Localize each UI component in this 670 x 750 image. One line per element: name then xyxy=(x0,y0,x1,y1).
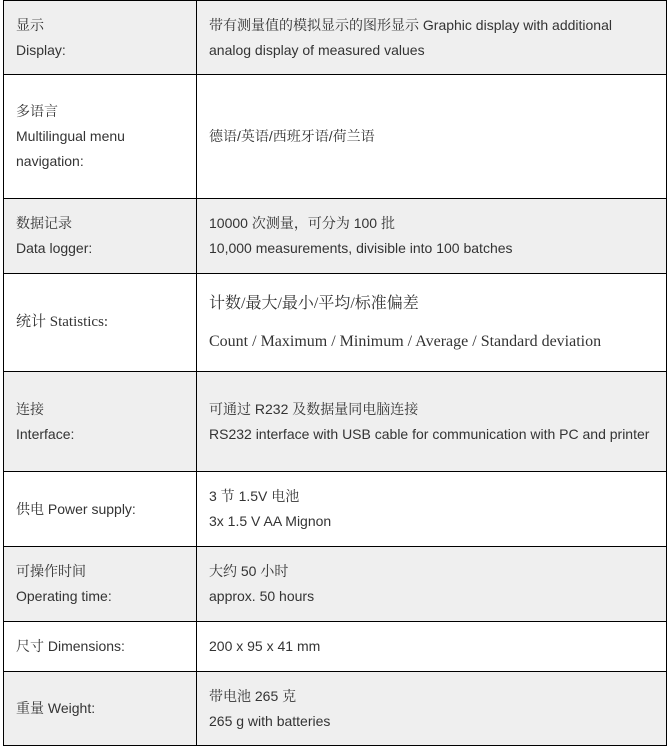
spec-label-cell xyxy=(4,75,197,199)
statistics-value-zh: 计数/最大/最小/平均/标准偏差 xyxy=(209,294,419,312)
spec-row-language xyxy=(4,75,667,199)
spec-value-cell xyxy=(197,75,667,199)
spec-row-dimensions xyxy=(4,622,667,672)
spec-label-cell xyxy=(4,1,197,75)
datalogger-value-en: 10,000 measurements, divisible into 100 batches xyxy=(209,240,513,256)
spec-value-cell xyxy=(197,372,667,472)
language-label-zh: 多语言 xyxy=(16,103,58,119)
language-value: 德语/英语/西班牙语/荷兰语 xyxy=(209,128,375,144)
operating-label-en: Operating time: xyxy=(16,588,112,604)
spec-label-cell xyxy=(4,372,197,472)
weight-value-en: 265 g with batteries xyxy=(209,712,331,729)
interface-label-zh: 连接 xyxy=(16,400,44,417)
spec-label-cell xyxy=(4,672,197,746)
display-label-zh: 显示 xyxy=(16,16,44,33)
spec-label-cell xyxy=(4,199,197,274)
spec-value-cell xyxy=(197,622,667,672)
spec-row-interface xyxy=(4,372,667,472)
dimensions-value: 200 x 95 x 41 mm xyxy=(209,638,321,654)
power-value-en: 3x 1.5 V AA Mignon xyxy=(209,513,332,529)
spec-label-cell xyxy=(4,547,197,622)
display-label-en: Display: xyxy=(16,41,66,58)
operating-value-en: approx. 50 hours xyxy=(209,588,315,604)
datalogger-label-zh: 数据记录 xyxy=(16,215,72,231)
spec-row-power xyxy=(4,472,667,547)
power-label: 供电 Power supply: xyxy=(16,500,136,517)
spec-value-cell xyxy=(197,274,667,372)
spec-row-weight xyxy=(4,672,667,746)
weight-value-zh: 带电池 265 克 xyxy=(209,687,297,704)
spec-label-cell xyxy=(4,274,197,372)
dimensions-label: 尺寸 Dimensions: xyxy=(16,638,125,654)
language-label-en-1: Multilingual menu xyxy=(16,128,125,144)
spec-label-cell xyxy=(4,472,197,547)
datalogger-value-zh: 10000 次测量，可分为 100 批 xyxy=(209,215,395,231)
operating-label-zh: 可操作时间 xyxy=(16,563,86,579)
spec-value-cell xyxy=(197,672,667,746)
spec-value-cell xyxy=(197,1,667,75)
spec-row-display xyxy=(4,1,667,75)
display-value: 带有测量值的模拟显示的图形显示 Graphic display with additional analog display of measured values xyxy=(209,16,612,58)
interface-value-zh: 可通过 R232 及数据量同电脑连接 xyxy=(209,400,419,417)
spec-label-cell xyxy=(4,622,197,672)
spec-row-datalogger xyxy=(4,199,667,274)
language-label-en-2: navigation: xyxy=(16,153,84,169)
operating-value-zh: 大约 50 小时 xyxy=(209,563,289,579)
spec-value-cell xyxy=(197,199,667,274)
power-value-zh: 3 节 1.5V 电池 xyxy=(209,488,300,504)
interface-value-en: RS232 interface with USB cable for communication with PC and printer xyxy=(209,425,650,442)
spec-table xyxy=(3,0,667,746)
statistics-value-en: Count / Maximum / Minimum / Average / Standard deviation xyxy=(209,332,602,350)
spec-row-operating xyxy=(4,547,667,622)
spec-value-cell xyxy=(197,472,667,547)
datalogger-label-en: Data logger: xyxy=(16,240,93,256)
interface-label-en: Interface: xyxy=(16,425,75,442)
spec-row-statistics xyxy=(4,274,667,372)
spec-value-cell xyxy=(197,547,667,622)
statistics-label: 统计 Statistics: xyxy=(16,314,109,330)
weight-label: 重量 Weight: xyxy=(16,700,96,716)
